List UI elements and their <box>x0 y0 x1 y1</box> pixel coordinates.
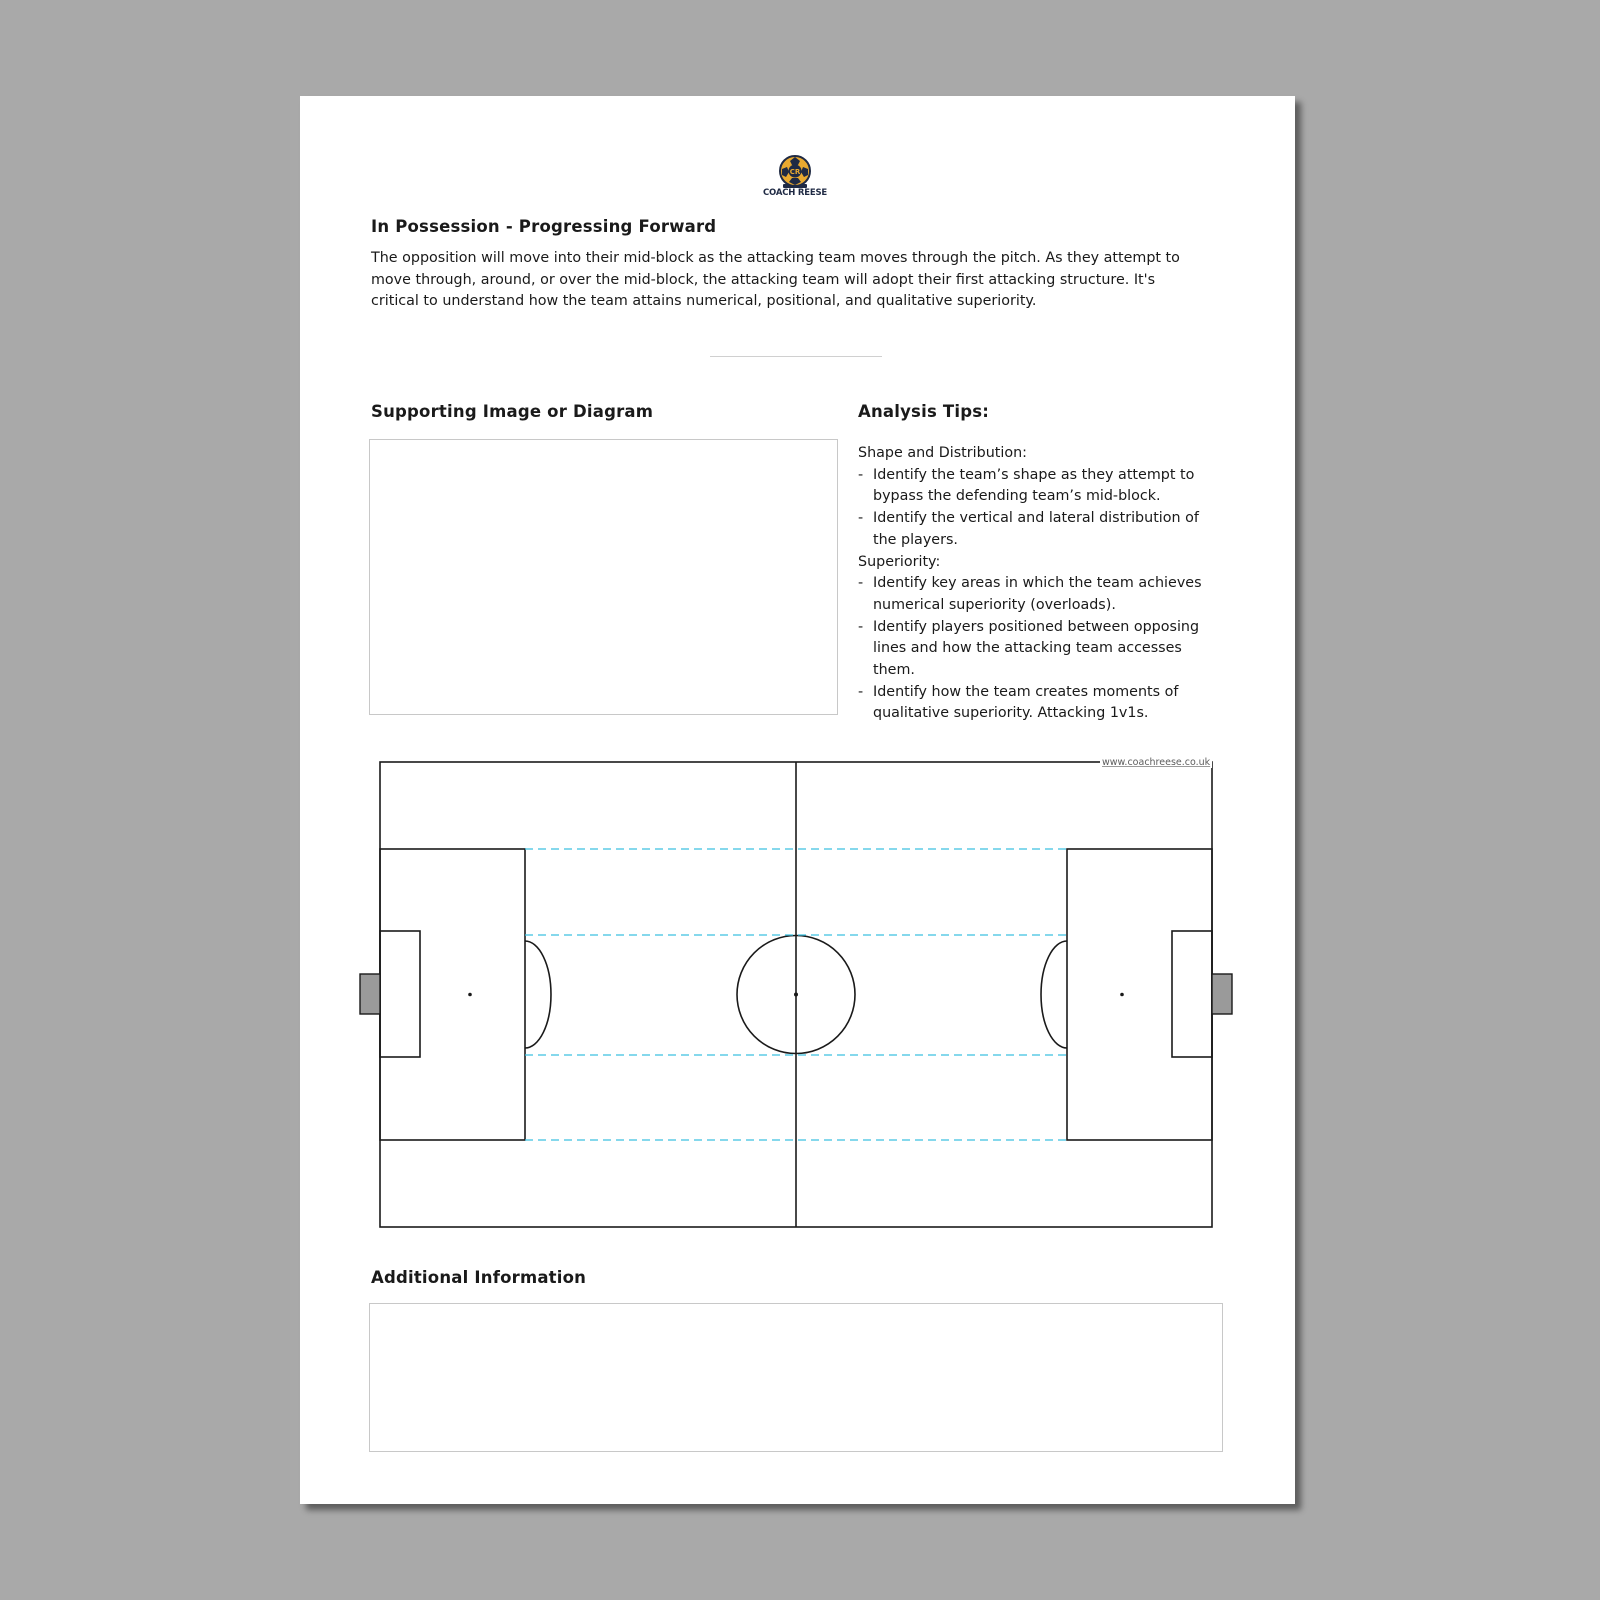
tips-category: Shape and Distribution: <box>858 445 1027 461</box>
left-goal <box>360 974 380 1014</box>
left-penalty-arc <box>525 941 551 1048</box>
right-six-yard-box <box>1172 931 1212 1057</box>
analysis-tips-heading: Analysis Tips: <box>858 402 990 421</box>
supporting-image-box[interactable] <box>369 439 838 715</box>
intro-paragraph: The opposition will move into their mid-block as the attacking team moves through the pitch. As they attempt to move through, around, or over the mid-block, the attacking team will adopt their first attacking structure. It's critical to understand how the team attains numerical, positional, and qualitative superiority. <box>371 250 1180 310</box>
logo-initials: CR <box>789 168 801 176</box>
additional-info-box[interactable] <box>369 1303 1223 1452</box>
tips-item: - Identify players positioned between opposing lines and how the attacking team accesses them. <box>858 618 1200 679</box>
football-pitch-diagram[interactable] <box>356 748 1236 1228</box>
right-penalty-area <box>1067 849 1212 1140</box>
tips-item: - Identify the vertical and lateral distribution of the players. <box>858 510 1199 548</box>
centre-spot <box>794 993 798 997</box>
worksheet-page <box>300 96 1295 1504</box>
supporting-heading: Supporting Image or Diagram <box>371 402 654 421</box>
football-badge-icon <box>778 154 812 190</box>
left-penalty-spot <box>468 993 472 997</box>
tips-item: - Identify key areas in which the team achieves numerical superiority (overloads). <box>858 575 1202 613</box>
coach-reese-logo <box>760 154 830 200</box>
pitch-drawing <box>356 748 1236 1228</box>
left-penalty-area <box>380 849 525 1140</box>
left-six-yard-box <box>380 931 420 1057</box>
tips-category: Superiority: <box>858 553 941 570</box>
analysis-tips-list <box>858 443 1218 725</box>
tips-item: - Identify how the team creates moments of qualitative superiority. Attacking 1v1s. <box>858 683 1179 722</box>
additional-info-heading: Additional Information <box>371 1268 587 1287</box>
section-divider <box>710 356 882 357</box>
website-link[interactable]: www.coachreese.co.uk <box>1102 757 1211 768</box>
right-penalty-arc <box>1041 941 1067 1048</box>
page-title: In Possession - Progressing Forward <box>371 217 717 236</box>
right-penalty-spot <box>1120 993 1124 997</box>
tips-item: - Identify the team’s shape as they attempt to bypass the defending team’s mid-block. <box>858 466 1195 505</box>
right-goal <box>1212 974 1232 1014</box>
logo-wordmark: COACH REESE <box>762 188 827 198</box>
